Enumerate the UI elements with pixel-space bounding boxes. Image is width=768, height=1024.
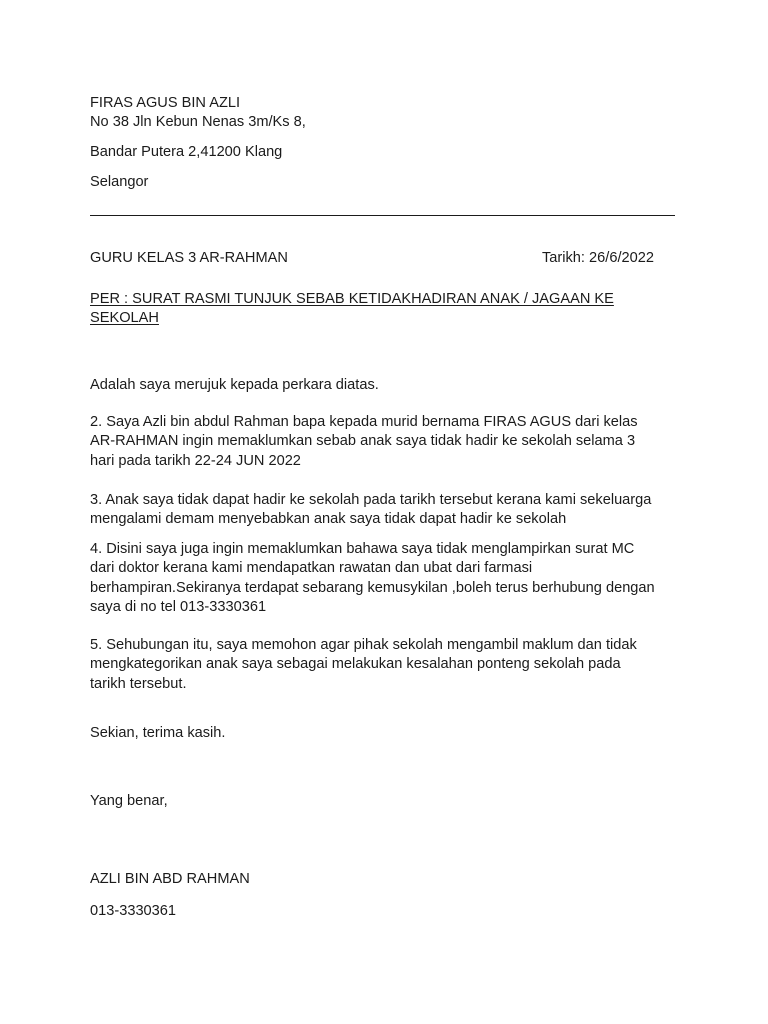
paragraph-2-line: hari pada tarikh 22-24 JUN 2022 <box>90 452 301 469</box>
closing-sign-off: Yang benar, <box>90 793 168 809</box>
signer-name: AZLI BIN ABD RAHMAN <box>90 871 250 887</box>
paragraph-3 <box>90 491 690 530</box>
paragraph-4-line: dari doktor kerana kami mendapatkan rawatan dan ubat dari farmasi <box>90 560 533 577</box>
paragraph-4-line: 4. Disini saya juga ingin memaklumkan bahawa saya tidak menglampirkan surat MC <box>90 541 635 557</box>
sender-address-line1: No 38 Jln Kebun Nenas 3m/Ks 8, <box>90 114 306 130</box>
paragraph-3-line: mengalami demam menyebabkan anak saya tidak dapat hadir ke sekolah <box>90 511 567 528</box>
paragraph-4-line: saya di no tel 013-3330361 <box>90 599 267 616</box>
paragraph-5 <box>90 636 690 694</box>
paragraph-5-line: tarikh tersebut. <box>90 675 187 692</box>
letter-date: Tarikh: 26/6/2022 <box>542 250 654 266</box>
closing-thanks: Sekian, terima kasih. <box>90 725 226 741</box>
paragraph-5-line: 5. Sehubungan itu, saya memohon agar pihak sekolah mengambil maklum dan tidak <box>90 637 637 653</box>
paragraph-2-line: AR-RAHMAN ingin memaklumkan sebab anak saya tidak hadir ke sekolah selama 3 <box>90 433 636 450</box>
paragraph-3-line: 3. Anak saya tidak dapat hadir ke sekolah pada tarikh tersebut kerana kami sekeluarga <box>90 492 652 508</box>
signer-phone: 013-3330361 <box>90 903 177 919</box>
paragraph-2 <box>90 413 690 471</box>
subject-line2: SEKOLAH <box>90 310 159 326</box>
opening-paragraph: Adalah saya merujuk kepada perkara diatas. <box>90 377 379 393</box>
paragraph-4-line: berhampiran.Sekiranya terdapat sebarang kemusykilan ,boleh terus berhubung dengan <box>90 579 655 596</box>
paragraph-2-line: 2. Saya Azli bin abdul Rahman bapa kepada murid bernama FIRAS AGUS dari kelas <box>90 414 638 430</box>
paragraph-4 <box>90 540 690 618</box>
recipient: GURU KELAS 3 AR-RAHMAN <box>90 250 288 266</box>
paragraph-5-line: mengkategorikan anak saya sebagai melakukan kesalahan ponteng sekolah pada <box>90 656 621 673</box>
sender-address-line3: Selangor <box>90 174 149 190</box>
subject-line1: PER : SURAT RASMI TUNJUK SEBAB KETIDAKHADIRAN ANAK / JAGAAN KE <box>90 291 614 307</box>
sender-address-line2: Bandar Putera 2,41200 Klang <box>90 144 283 160</box>
separator-line <box>90 215 675 216</box>
sender-name: FIRAS AGUS BIN AZLI <box>90 95 241 111</box>
